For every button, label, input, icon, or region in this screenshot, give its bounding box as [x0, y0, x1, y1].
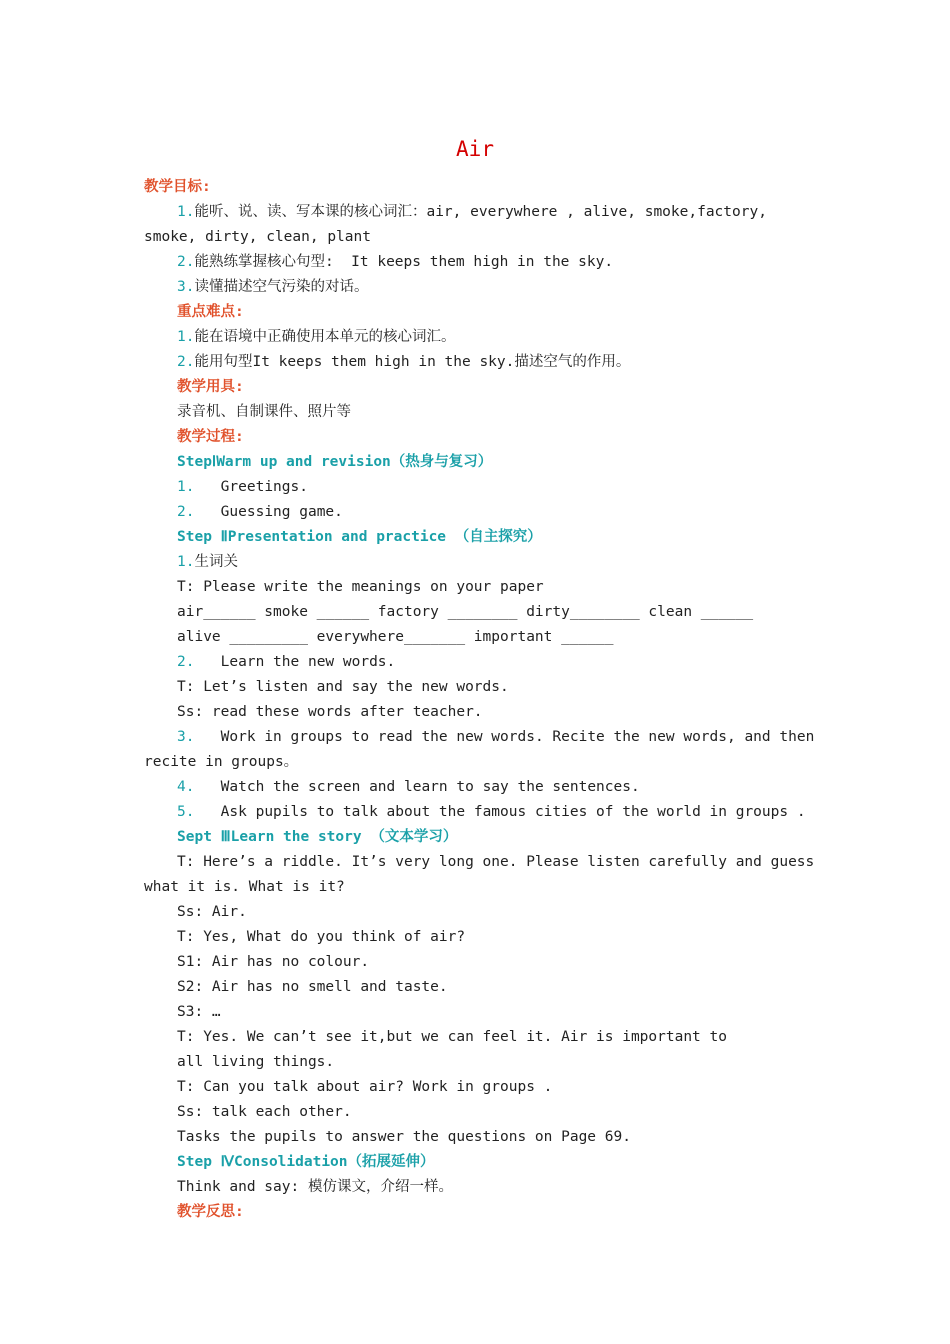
step-2-item-4-text: Watch the screen and learn to say the sentences.	[220, 779, 640, 795]
step-2-item-3	[177, 725, 814, 750]
step-4-line: Think and say: 模仿课文，介绍一样。	[177, 1179, 453, 1195]
step-3-line-9: all living things.	[177, 1054, 335, 1070]
step-2-line-3: alive _________ everywhere_______ important ______	[177, 629, 614, 645]
step-1-item-2-num: 2.	[177, 504, 195, 520]
step-3-line-6: S2: Air has no smell and taste.	[177, 979, 448, 995]
process-heading: 教学过程:	[177, 429, 244, 445]
step-2-heading: Step ⅡPresentation and practice （自主探究）	[177, 529, 542, 545]
step-1-heading: StepⅠWarm up and revision（热身与复习）	[177, 454, 493, 470]
step-3-line-3: Ss: Air.	[177, 904, 247, 920]
tools-heading: 教学用具:	[177, 379, 244, 395]
step-3-line-12: Tasks the pupils to answer the questions on Page 69.	[177, 1129, 631, 1145]
step-2-line-5: Ss: read these words after teacher.	[177, 704, 483, 720]
step-2-item-5-num: 5.	[177, 804, 195, 820]
step-2-item-3-num: 3.	[177, 729, 195, 745]
step-2-item-3-text: Work in groups to read the new words. Recite the new words, and then	[220, 729, 815, 745]
page-title: Air	[456, 137, 494, 161]
step-2-item-4-num: 4.	[177, 779, 195, 795]
objective-2	[177, 250, 613, 275]
step-2-line-1: T: Please write the meanings on your paper	[177, 579, 544, 595]
step-3-heading: Sept ⅢLearn the story （文本学习）	[177, 829, 458, 845]
objective-2-num: 2.	[177, 254, 195, 270]
key-point-1	[177, 325, 455, 350]
step-2-sub-1-text: 生词关	[194, 554, 238, 570]
step-2-item-4	[177, 775, 640, 800]
step-2-sub-1-num: 1.	[177, 554, 195, 570]
step-1-item-1	[177, 475, 308, 500]
reflection-heading: 教学反思:	[177, 1204, 244, 1220]
objectives-heading: 教学目标:	[144, 179, 211, 195]
step-3-line-7: S3: …	[177, 1004, 221, 1020]
step-2-item-5-text: Ask pupils to talk about the famous cities of the world in groups .	[220, 804, 806, 820]
step-3-line-2: what it is. What is it?	[144, 879, 345, 895]
objective-1-text: 能听、说、读、写本课的核心词汇：air, everywhere , alive, smoke,factory,	[194, 204, 767, 220]
step-2-line-2: air______ smoke ______ factory ________ dirty________ clean ______	[177, 604, 754, 620]
step-3-line-10: T: Can you talk about air? Work in groups .	[177, 1079, 553, 1095]
key-heading: 重点难点:	[177, 304, 244, 320]
objective-3-num: 3.	[177, 279, 195, 295]
step-2-item-3-cont: recite in groups。	[144, 754, 299, 770]
step-4-heading: Step ⅣConsolidation（拓展延伸）	[177, 1154, 435, 1170]
step-2-item-2-num: 2.	[177, 654, 195, 670]
step-3-line-5: S1: Air has no colour.	[177, 954, 370, 970]
step-3-line-4: T: Yes, What do you think of air?	[177, 929, 466, 945]
objective-1-cont: smoke, dirty, clean, plant	[144, 229, 371, 245]
step-2-line-4: T: Let’s listen and say the new words.	[177, 679, 509, 695]
objective-3	[177, 275, 368, 300]
step-2-item-5	[177, 800, 806, 825]
step-2-sub-1	[177, 550, 238, 575]
tools-text: 录音机、自制课件、照片等	[177, 404, 351, 420]
step-3-line-11: Ss: talk each other.	[177, 1104, 352, 1120]
step-3-line-8: T: Yes. We can’t see it,but we can feel it. Air is important to	[177, 1029, 727, 1045]
key-point-1-text: 能在语境中正确使用本单元的核心词汇。	[194, 329, 456, 345]
step-2-item-2-text: Learn the new words.	[220, 654, 396, 670]
key-point-1-num: 1.	[177, 329, 195, 345]
step-3-line-1: T: Here’s a riddle. It’s very long one. Please listen carefully and guess	[177, 854, 815, 870]
step-1-item-2-text: Guessing game.	[220, 504, 343, 520]
key-point-2	[177, 350, 630, 375]
objective-1-num: 1.	[177, 204, 195, 220]
step-1-item-2	[177, 500, 343, 525]
objective-1	[177, 200, 767, 225]
key-point-2-text: 能用句型It keeps them high in the sky.描述空气的作用。	[194, 354, 631, 370]
objective-2-text: 能熟练掌握核心句型: It keeps them high in the sky.	[194, 254, 614, 270]
step-1-item-1-num: 1.	[177, 479, 195, 495]
step-2-item-2	[177, 650, 395, 675]
key-point-2-num: 2.	[177, 354, 195, 370]
objective-3-text: 读懂描述空气污染的对话。	[194, 279, 369, 295]
step-1-item-1-text: Greetings.	[220, 479, 308, 495]
